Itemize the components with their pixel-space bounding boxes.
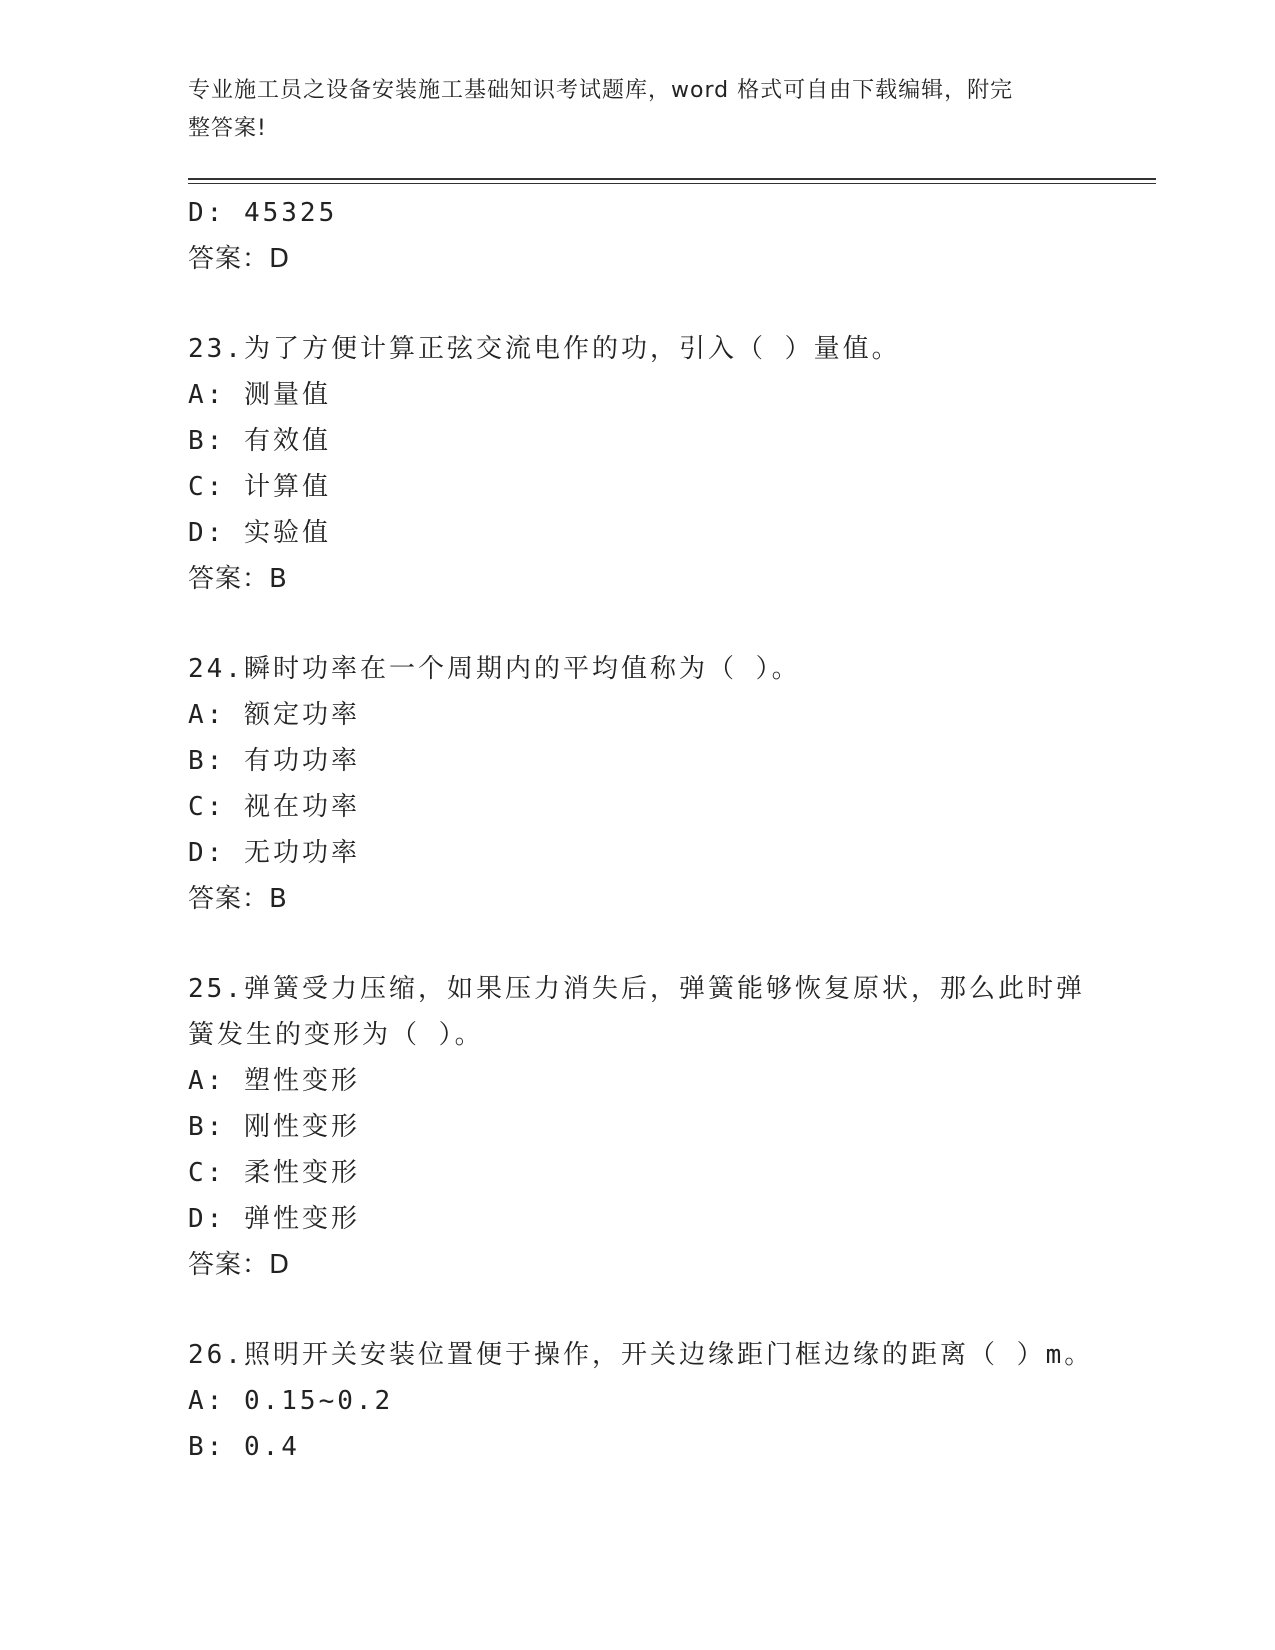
document-header <box>188 72 1088 148</box>
option-d: D: 45325 <box>188 198 338 228</box>
option-c: C: 计算值 <box>188 472 331 502</box>
question-26 <box>188 1332 1156 1470</box>
question-25 <box>188 966 1156 1288</box>
answer-line: 答案：D <box>188 1250 291 1280</box>
option-c: C: 视在功率 <box>188 792 360 822</box>
question-stem: 26.照明开关安装位置便于操作，开关边缘距门框边缘的距离（ ）m。 <box>188 1340 1094 1370</box>
header-divider-thick <box>188 178 1156 180</box>
question-stem: 23.为了方便计算正弦交流电作的功，引入（ ）量值。 <box>188 334 901 364</box>
answer-line: 答案：B <box>188 884 288 914</box>
option-a: A: 测量值 <box>188 380 331 410</box>
option-b: B: 0.4 <box>188 1432 300 1462</box>
header-title-line-2: 整答案! <box>188 116 267 141</box>
option-d: D: 实验值 <box>188 518 331 548</box>
option-d: D: 弹性变形 <box>188 1204 360 1234</box>
question-22-tail <box>188 190 1156 282</box>
question-24 <box>188 646 1156 922</box>
option-b: B: 刚性变形 <box>188 1112 360 1142</box>
question-stem-line-1: 25.弹簧受力压缩，如果压力消失后，弹簧能够恢复原状，那么此时弹 <box>188 974 1085 1004</box>
answer-line: 答案：B <box>188 564 288 594</box>
answer-line: 答案：D <box>188 244 291 274</box>
question-stem: 24.瞬时功率在一个周期内的平均值称为（ ）。 <box>188 654 801 684</box>
option-c: C: 柔性变形 <box>188 1158 360 1188</box>
option-b: B: 有效值 <box>188 426 331 456</box>
option-a: A: 0.15~0.2 <box>188 1386 394 1416</box>
header-divider-thin <box>188 183 1156 184</box>
option-a: A: 额定功率 <box>188 700 360 730</box>
question-23 <box>188 326 1156 602</box>
header-title-line-1: 专业施工员之设备安装施工基础知识考试题库，word 格式可自由下载编辑，附完 <box>188 78 1014 103</box>
option-a: A: 塑性变形 <box>188 1066 360 1096</box>
question-stem-line-2: 簧发生的变形为（ ）。 <box>188 1020 484 1050</box>
question-list <box>188 190 1156 1470</box>
option-b: B: 有功功率 <box>188 746 360 776</box>
option-d: D: 无功功率 <box>188 838 360 868</box>
